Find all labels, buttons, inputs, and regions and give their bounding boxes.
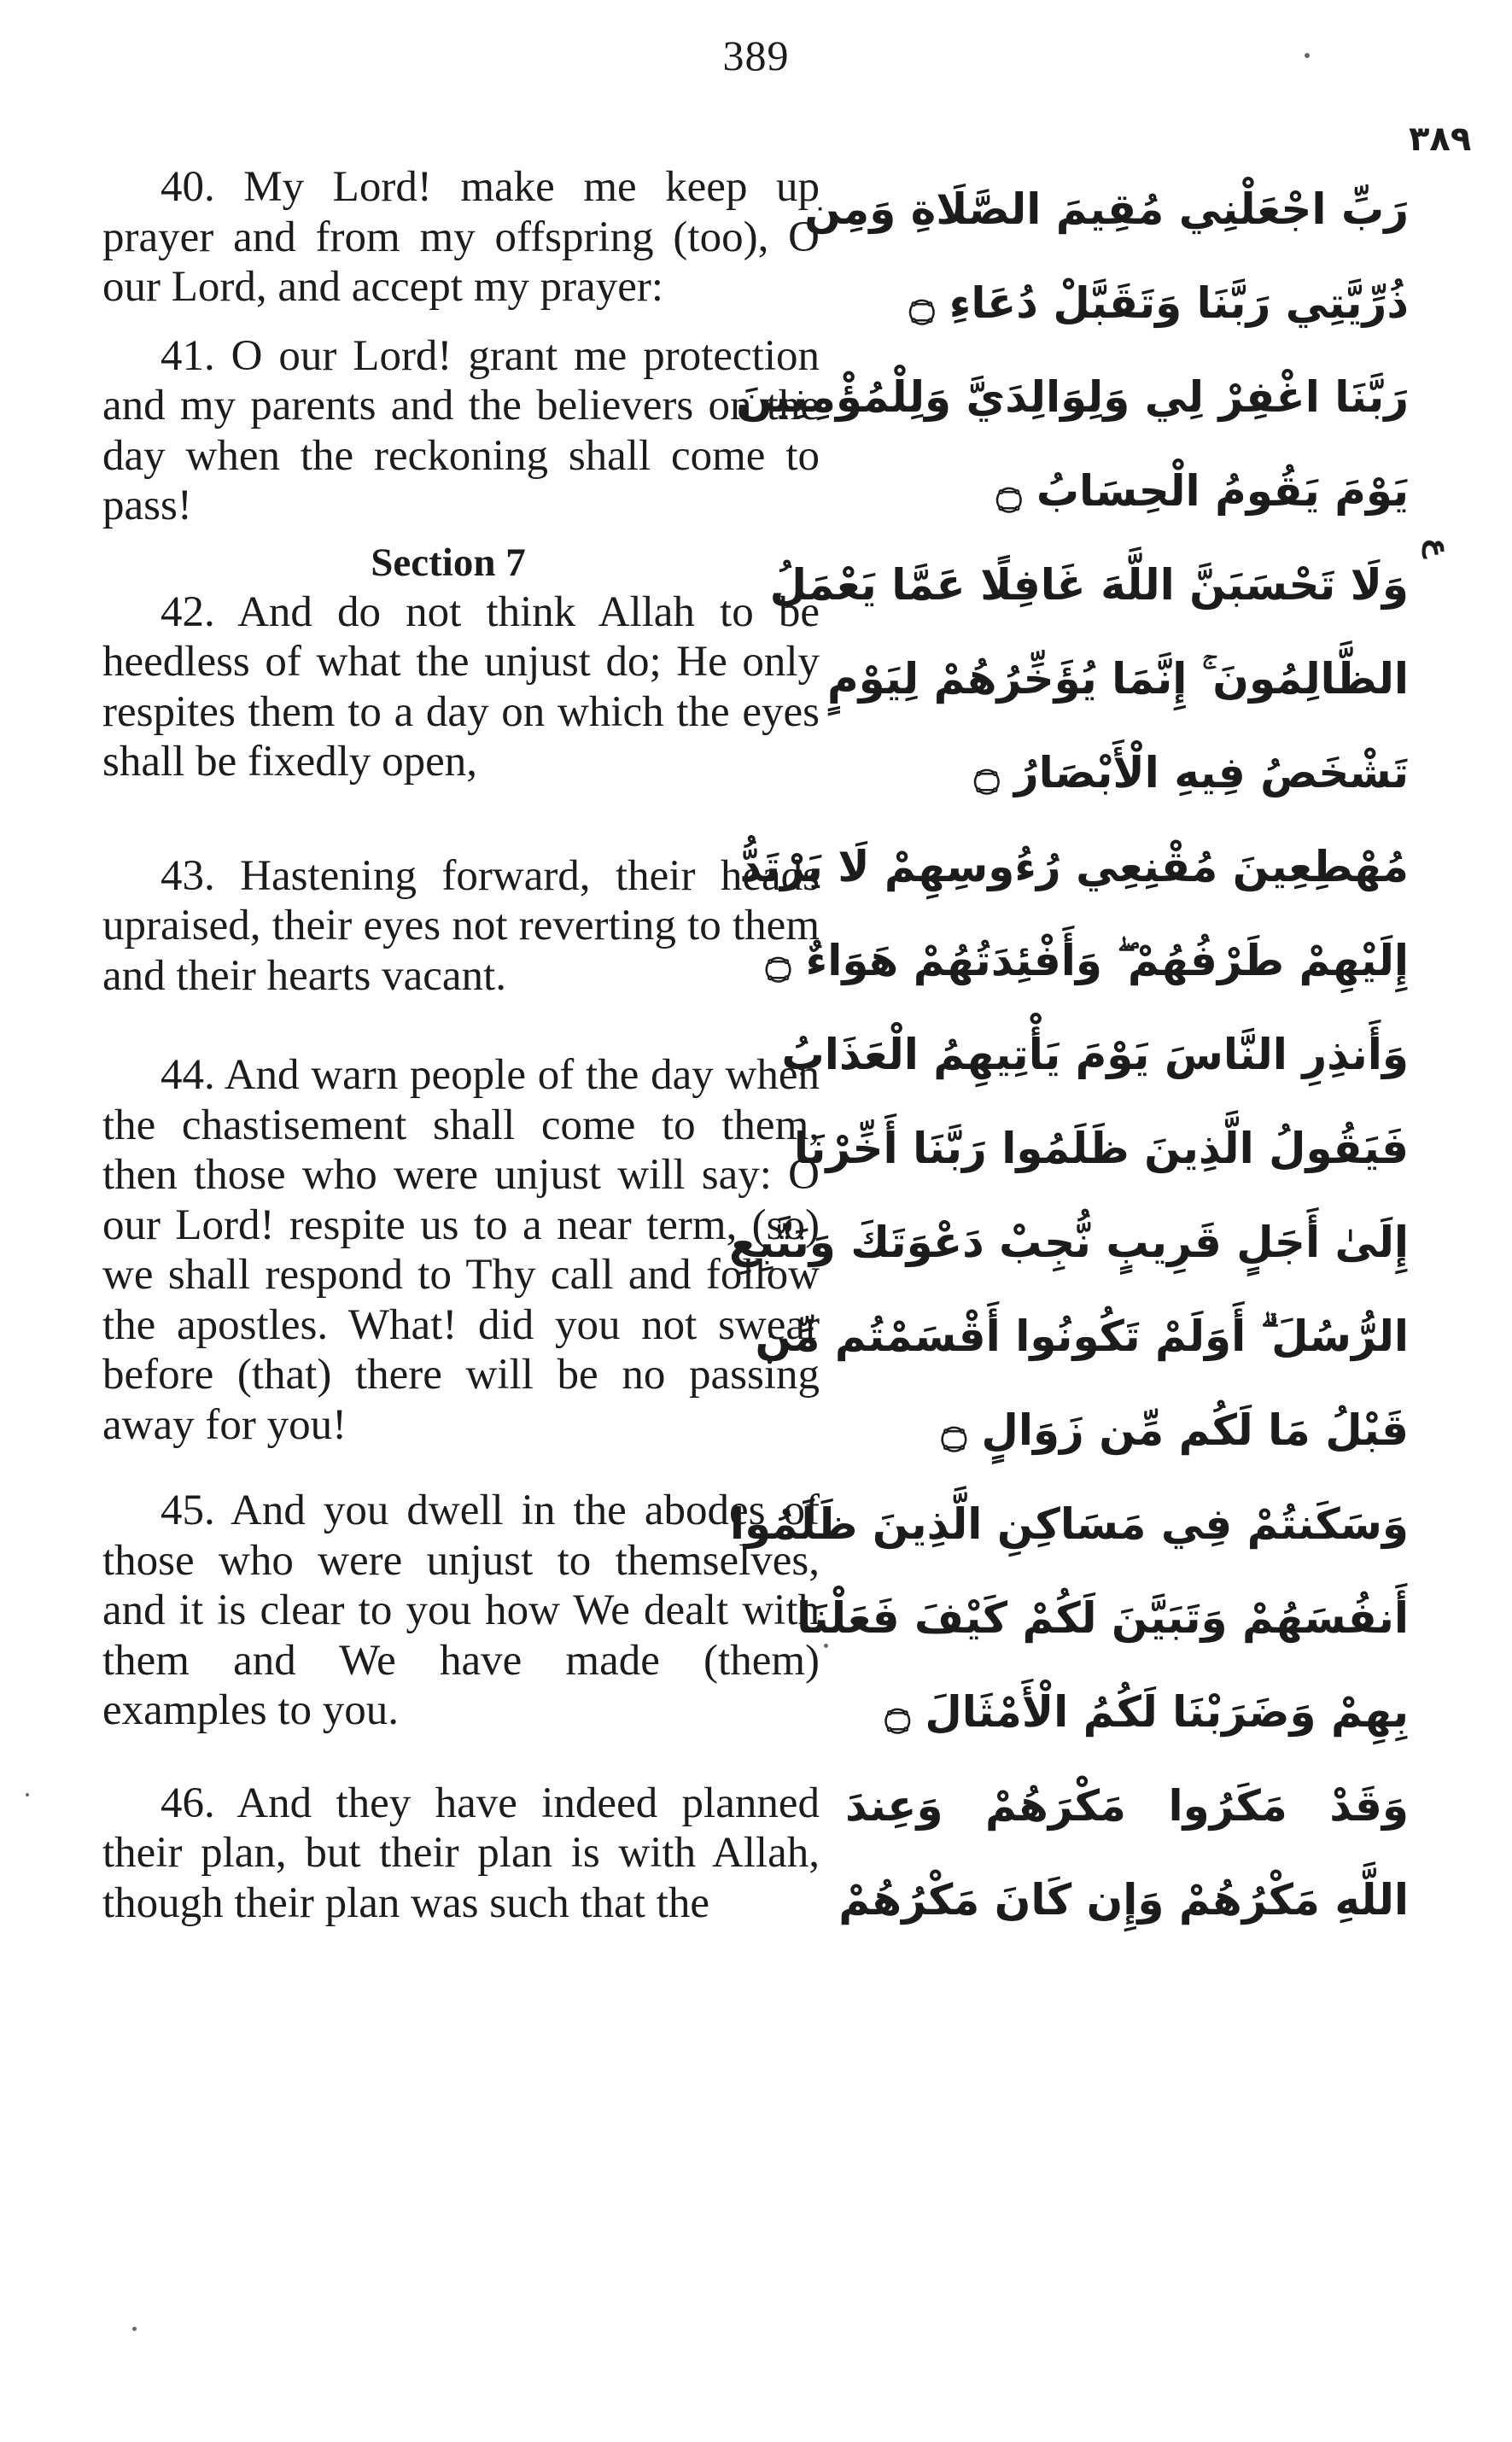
verse-45-english: 45. And you dwell in the abodes of those who were unjust to themselves, and it is clear to you how We dealt with them and We have made (them) examples to you.	[102, 1487, 820, 1734]
verse-46-arabic	[838, 1759, 1409, 1947]
print-speck	[132, 2327, 137, 2331]
verse-41-arabic	[736, 350, 1409, 538]
arabic-line: أَنفُسَهُمْ وَتَبَيَّنَ لَكُمْ كَيْفَ فَعَلْنَا	[797, 1593, 1409, 1643]
print-speck	[824, 1644, 828, 1648]
arabic-line: وَقَدْ مَكَرُوا مَكْرَهُمْ وَعِندَ	[845, 1781, 1409, 1831]
arabic-line: بِهِمْ وَضَرَبْنَا لَكُمُ الْأَمْثَالَ ۝	[884, 1687, 1409, 1737]
verse-43-arabic	[739, 820, 1409, 1008]
print-speck	[26, 1793, 29, 1796]
arabic-line: قَبْلُ مَا لَكُم مِّن زَوَالٍ ۝	[941, 1405, 1409, 1455]
arabic-line: ذُرِّيَّتِي رَبَّنَا وَتَقَبَّلْ دُعَاءِ ۝	[909, 278, 1409, 328]
arabic-line: إِلَيْهِمْ طَرْفُهُمْ ۖ وَأَفْئِدَتُهُمْ هَوَاءٌ ۝	[765, 936, 1409, 985]
page-number: 389	[722, 32, 790, 79]
verse-40-english: 40. My Lord! make me keep up prayer and from my offspring (too), O our Lord, and accept my prayer:	[102, 163, 820, 311]
arabic-line: تَشْخَصُ فِيهِ الْأَبْصَارُ ۝	[974, 748, 1409, 797]
print-speck	[1305, 53, 1310, 58]
verse-46-english: 46. And they have indeed planned their plan, but their plan is with Allah, though their plan was such that the	[102, 1779, 820, 1927]
arabic-text-column	[729, 162, 1409, 1947]
verse-43-english: 43. Hastening forward, their heads upraised, their eyes not reverting to them and their hearts vacant.	[102, 851, 820, 1000]
arabic-line: الظَّالِمُونَ ۚ إِنَّمَا يُؤَخِّرُهُمْ لِيَوْمٍ	[827, 654, 1409, 704]
arabic-line: يَوْمَ يَقُومُ الْحِسَابُ ۝	[996, 466, 1409, 516]
arabic-line: فَيَقُولُ الَّذِينَ ظَلَمُوا رَبَّنَا أَخِّرْنَا	[793, 1124, 1409, 1173]
arabic-line: الرُّسُلَ ۗ أَوَلَمْ تَكُونُوا أَقْسَمْتُم مِّن	[755, 1312, 1409, 1361]
arabic-line: وَلَا تَحْسَبَنَّ اللَّهَ غَافِلًا عَمَّا يَعْمَلُ	[769, 560, 1409, 610]
arabic-line: مُهْطِعِينَ مُقْنِعِي رُءُوسِهِمْ لَا يَرْتَدُّ	[739, 842, 1409, 891]
english-translation-column	[102, 162, 820, 1928]
verse-45-arabic	[729, 1477, 1409, 1759]
verse-40-arabic	[804, 162, 1409, 350]
page-number-arabic: ٣٨٩	[1409, 120, 1472, 159]
arabic-line: وَسَكَنتُمْ فِي مَسَاكِنِ الَّذِينَ ظَلَمُوا	[729, 1499, 1409, 1549]
arabic-line: رَبِّ اجْعَلْنِي مُقِيمَ الصَّلَاةِ وَمِن	[804, 184, 1409, 234]
verse-44-english: 44. And warn people of the day when the chastisement shall come to them, then those who were unjust will say: O our Lord! respite us to a near term, (so) we shall respond to Thy call and follow the apostles. What! did you not swear before (that) there will be no passing away for you!	[102, 1051, 820, 1449]
arabic-line: إِلَىٰ أَجَلٍ قَرِيبٍ نُّجِبْ دَعْوَتَكَ وَنَتَّبِعِ	[729, 1218, 1409, 1267]
arabic-line: وَأَنذِرِ النَّاسَ يَوْمَ يَأْتِيهِمُ الْعَذَابُ	[781, 1030, 1409, 1079]
section-heading: Section 7	[371, 540, 526, 585]
verse-41-english: 41. O our Lord! grant me protection and my parents and the believers on the day when the reckoning shall come to pass!	[102, 331, 820, 529]
arabic-line: رَبَّنَا اغْفِرْ لِي وَلِوَالِدَيَّ وَلِلْمُؤْمِنِينَ	[736, 372, 1409, 422]
ruku-marker: ع	[1422, 538, 1456, 558]
verse-44-arabic	[729, 1008, 1409, 1477]
verse-42-arabic	[769, 538, 1409, 820]
arabic-line: اللَّهِ مَكْرُهُمْ وَإِن كَانَ مَكْرُهُمْ	[838, 1875, 1409, 1925]
verse-42-english: 42. And do not think Allah to be heedless of what the unjust do; He only respites them to a day on which the eyes shall be fixedly open,	[102, 587, 820, 786]
